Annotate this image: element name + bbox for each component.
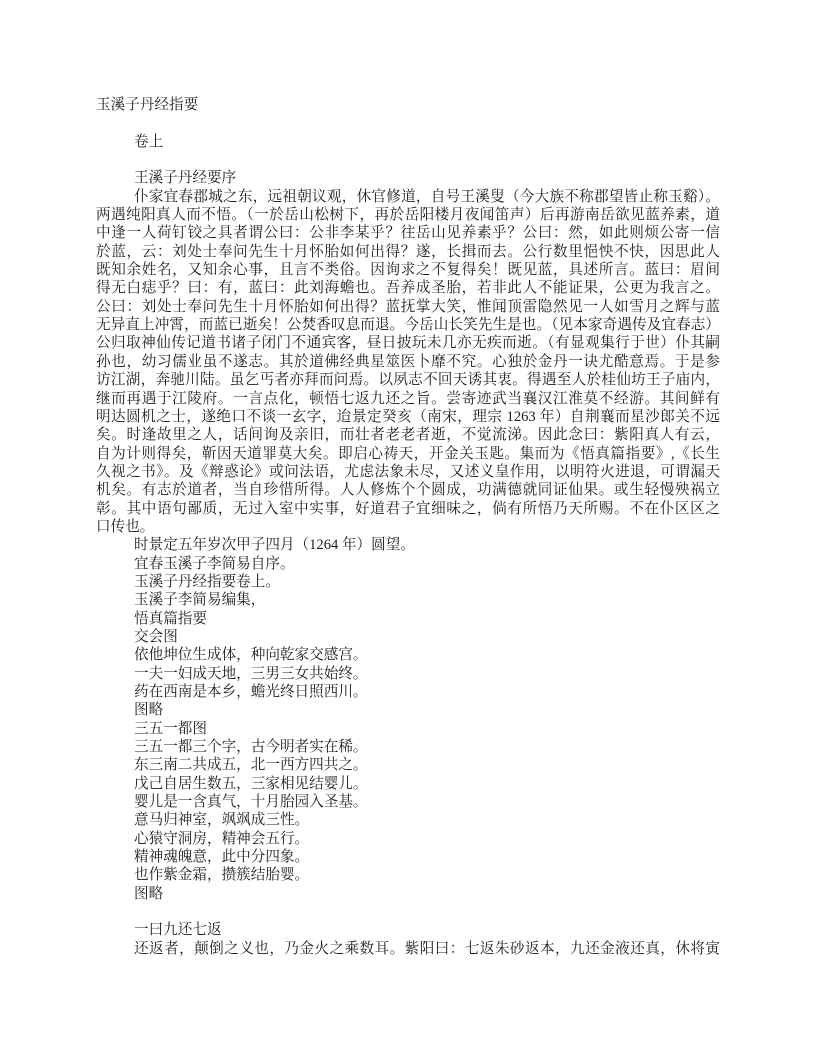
text-line: 无异直上冲霄，而蓝已逝矣！公焚香叹息而退。今岳山长笑先生是也。（见本家奇遇传及宜春志） — [96, 317, 720, 334]
text-line: 中逢一人荷钉铰之具者谓公曰：公非李某乎？往岳山见养素乎？公曰：然，如此则烦公寄一信 — [96, 225, 720, 242]
text-line: 一曰九还七返 — [134, 922, 222, 939]
text-line: 三五一都图 — [134, 720, 207, 737]
text-line: 宜春玉溪子李简易自序。 — [134, 555, 295, 572]
text-line: 访江湖，奔驰川陆。虽乞丐者亦拜而问焉。以夙志不回天诱其衷。得遇至人於桂仙坊王子庙内， — [96, 372, 720, 389]
text-line: 心猿守洞房，精神会五行。 — [134, 830, 310, 847]
text-line: 玉溪子丹经指要卷上。 — [134, 573, 280, 590]
text-line: 婴儿是一含真气，十月胎园入圣基。 — [134, 794, 368, 811]
text-line: 三五一都三个字，古今明者实在稀。 — [134, 739, 368, 756]
text-line: 仆家宜春郡城之东，远祖朝议观，休官修道，自号王溪叟（今大族不称郡望皆止称玉谿）。 — [134, 188, 720, 205]
text-line: 公归取神仙传记道书诸子闭门不通宾客，昼日披玩未几亦无疾而逝。（有显观集行于世）仆其嗣 — [96, 335, 720, 352]
text-line: 既知余姓名，又知余心事，且言不类俗。因询求之不复得矣！既见蓝，具述所言。蓝曰：眉间 — [96, 262, 720, 279]
text-line: 也作紫金霜，攒簇结胎婴。 — [134, 867, 310, 884]
text-line: 久视之书》。及《辩惑论》或问法语，尤虑法象未尽，又述义皇作用，以明符火进退，可谓漏天 — [96, 463, 720, 480]
text-line: 明达圆机之士，遂绝口不谈一玄字，迨景定癸亥（南宋，理宗 1263 年）自荆襄而星沙郎关不远 — [96, 408, 720, 425]
text-line: 悟真篇指要 — [134, 610, 207, 627]
blank-line — [96, 151, 720, 169]
text-line: 机矣。有志於道者，当自珍惜所得。人人修炼个个圆成，功满德就同证仙果。或生轻慢殃祸立 — [96, 482, 720, 499]
text-line: 精神魂魄意，此中分四象。 — [134, 849, 310, 866]
text-line: 自为计则得矣，靳因天道罪莫大矣。即启心祷天，开金关玉匙。集而为《悟真篇指要》,《长生 — [96, 445, 720, 462]
text-line: 孙也，幼习儒业虽不遂志。其於道佛经典星筮医卜靡不究。心独於金丹一诀尤酷意焉。于是参 — [96, 353, 720, 370]
text-line: 时景定五年岁次甲子四月（1264 年）圆望。 — [134, 537, 415, 554]
text-line: 矣。时逢故里之人，话间询及亲旧，而壮者老老者逝，不觉流涕。因此念曰：紫阳真人有云， — [96, 427, 720, 444]
blank-line — [96, 903, 720, 921]
text-line: 交会图 — [134, 628, 178, 645]
text-line: 卷上 — [134, 133, 164, 150]
text-line: 彰。其中语句鄙质，无过入室中实事，好道君子宜细味之，倘有所悟乃天所赐。不在仆区区之 — [96, 500, 720, 517]
text-line: 玉溪子李简易编集， — [134, 592, 266, 609]
text-line: 药在西南是本乡，蟾光终日照西川。 — [134, 684, 368, 700]
text-line: 图略 — [134, 702, 164, 719]
document-body — [96, 96, 720, 958]
text-line: 王溪子丹经要序 — [134, 170, 237, 187]
text-line: 图略 — [134, 885, 164, 902]
text-line: 於蓝，云：刘处士奉问先生十月怀胎如何出得？遂，长揖而去。公行数里悒怏不快，因思此人 — [96, 243, 720, 260]
text-line: 继而再遇于江陵府。一言点化，顿悟七返九还之旨。尝寄迹武当襄汉江淮莫不经游。其间鲜有 — [96, 390, 720, 407]
text-line: 意马归神室，飒飒成三性。 — [134, 812, 310, 829]
text-line: 东三南二共成五，北一西方四共之。 — [134, 757, 368, 774]
text-line: 依他坤位生成体，种向乾家交感宫。 — [134, 647, 368, 664]
text-line: 还返者，颠倒之义也，乃金火之乘数耳。紫阳曰：七返朱砂返本，九还金液还真，休将寅 — [134, 940, 720, 957]
doc-title: 玉溪子丹经指要 — [96, 97, 199, 113]
text-line: 公曰：刘处士奉问先生十月怀胎如何出得？蓝抚掌大笑，惟闻顶雷隐然见一人如雪月之辉与蓝 — [96, 298, 720, 315]
text-line: 得无白痣乎？曰：有，蓝曰：此刘海蟾也。吾养成圣胎，若非此人不能证果，公更为我言之。 — [96, 280, 720, 297]
text-line: 一夫一妇成天地，三男三女共始终。 — [134, 665, 368, 682]
text-line: 两遇纯阳真人而不悟。（一於岳山松树下，再於岳阳楼月夜闻笛声）后再游南岳欲见蓝养素，道 — [96, 207, 720, 224]
text-line: 戊己自居生数五，三家相见结婴儿。 — [134, 775, 368, 792]
text-line: 口传也。 — [96, 518, 155, 535]
blank-line — [96, 114, 720, 132]
